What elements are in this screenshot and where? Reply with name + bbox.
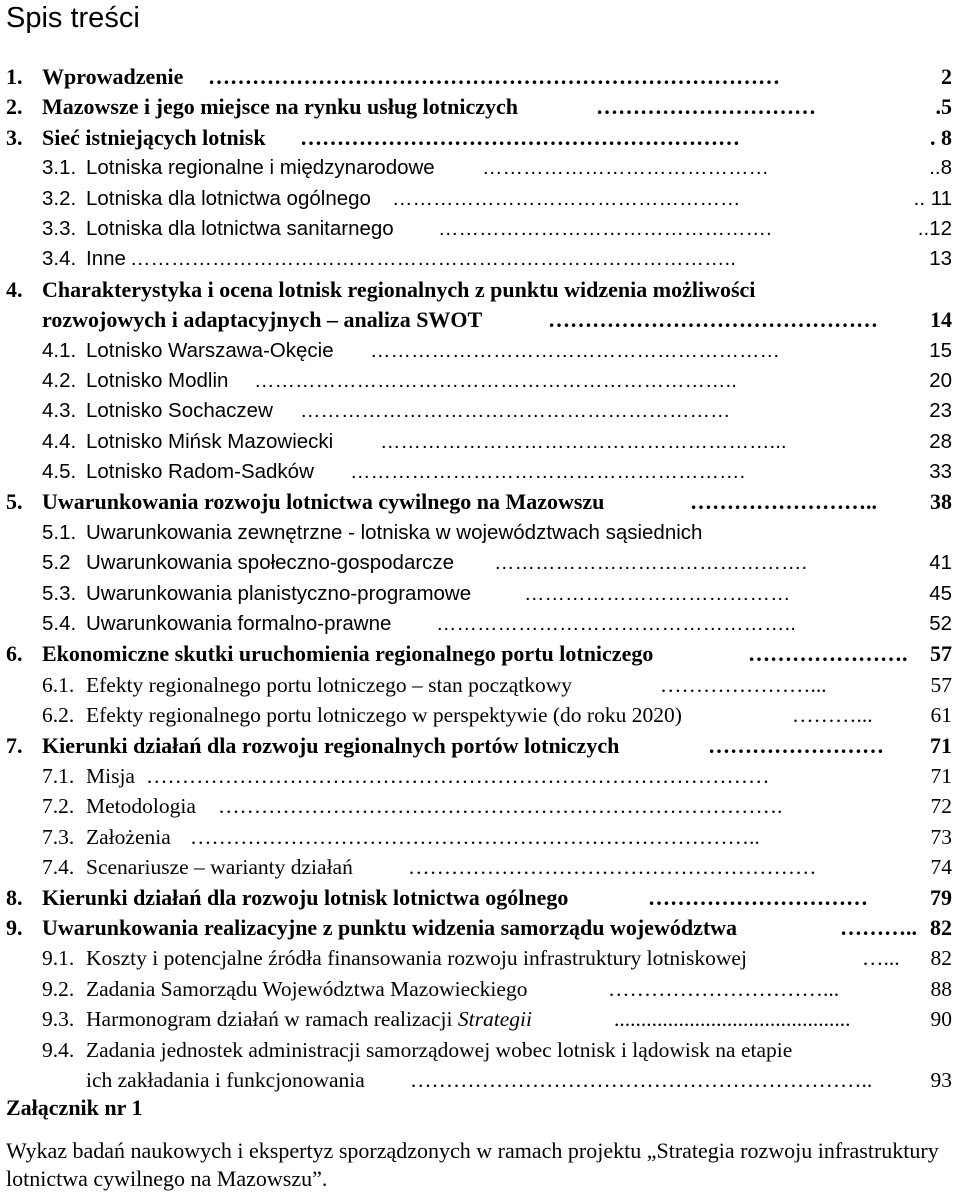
toc-leader: …………………………………………………………………….. bbox=[190, 824, 760, 849]
toc-leader: ............................................ bbox=[614, 1007, 851, 1032]
toc-number: 4.2. bbox=[42, 368, 77, 392]
toc-page: 14 bbox=[928, 305, 952, 335]
toc-number: 7.1. bbox=[42, 763, 75, 788]
toc-number: 7. bbox=[6, 732, 23, 758]
toc-page: 52 bbox=[927, 609, 952, 639]
toc-text: Charakterystyka i ocena lotnisk regionalnych z punktu widzenia możliwości bbox=[42, 276, 756, 302]
toc-number: 3. bbox=[6, 124, 23, 150]
toc-entry[interactable] bbox=[0, 92, 960, 122]
toc-leader: …………………………………………………………………………….. bbox=[130, 247, 736, 271]
toc-text: ich zakładania i funkcjonowania bbox=[86, 1067, 365, 1092]
toc-leader: ………………………………………. bbox=[494, 551, 808, 575]
toc-entry[interactable] bbox=[0, 427, 960, 457]
toc-number: 8. bbox=[6, 884, 23, 910]
toc-page: 2 bbox=[939, 62, 952, 92]
toc-text: Lotniska regionalne i międzynarodowe bbox=[86, 156, 435, 180]
toc-entry[interactable] bbox=[0, 123, 960, 153]
toc-page: 38 bbox=[928, 487, 952, 517]
toc-text: Kierunki działań dla rozwoju regionalnych portów lotniczych bbox=[42, 732, 620, 758]
toc-leader: ………………………………………………… bbox=[408, 855, 817, 880]
toc-entry[interactable] bbox=[0, 974, 960, 1004]
toc-text: Efekty regionalnego portu lotniczego – stan początkowy bbox=[86, 672, 572, 697]
toc-leader: …………………………………………………… bbox=[370, 338, 780, 362]
toc-number: 6. bbox=[6, 641, 23, 667]
toc-entry[interactable] bbox=[0, 731, 960, 761]
toc-number: 6.2. bbox=[42, 703, 75, 728]
toc-page: 57 bbox=[928, 639, 952, 669]
toc-leader: …... bbox=[862, 946, 900, 971]
toc-text: Lotnisko Modlin bbox=[86, 368, 229, 392]
toc-number: 5. bbox=[6, 489, 23, 515]
toc-number: 4.5. bbox=[42, 460, 77, 484]
toc-number: 6.1. bbox=[42, 672, 75, 697]
toc-page: 23 bbox=[927, 396, 952, 426]
toc-page: 28 bbox=[927, 427, 952, 457]
toc-text: Lotnisko Mińsk Mazowiecki bbox=[86, 429, 334, 453]
toc-page: 90 bbox=[929, 1004, 953, 1034]
toc-text: Założenia bbox=[86, 824, 171, 849]
toc-number: 5.1. bbox=[42, 520, 77, 544]
toc-entry[interactable] bbox=[0, 700, 960, 730]
toc-text-main: Harmonogram działań w ramach realizacji bbox=[86, 1007, 458, 1032]
toc-text: Kierunki działań dla rozwoju lotnisk lotnictwa ogólnego bbox=[42, 884, 569, 910]
toc-number: 4.3. bbox=[42, 399, 77, 423]
toc-leader: …………………….. bbox=[690, 489, 877, 515]
toc-number: 7.4. bbox=[42, 855, 75, 880]
toc-text: Metodologia bbox=[86, 794, 196, 819]
toc-page: 61 bbox=[929, 700, 953, 730]
toc-entry[interactable] bbox=[0, 883, 960, 913]
attachment-text: Wykaz badań naukowych i ekspertyz sporządzonych w ramach projektu „Strategia rozwoju infrastruktury lotnictwa cywilnego na Mazowszu”. bbox=[6, 1138, 939, 1191]
toc-entry[interactable] bbox=[0, 791, 960, 821]
toc-entry-continuation[interactable] bbox=[0, 1065, 960, 1095]
toc-entry[interactable] bbox=[0, 822, 960, 852]
toc-page: 82 bbox=[928, 913, 952, 943]
toc-entry[interactable] bbox=[0, 579, 960, 609]
toc-entry[interactable] bbox=[0, 609, 960, 639]
toc-entry[interactable] bbox=[0, 943, 960, 973]
toc-entry[interactable] bbox=[0, 366, 960, 396]
toc-leader: ……………………………………………………………………. bbox=[218, 794, 783, 819]
toc-leader: …………………………………………………………………………… bbox=[146, 763, 770, 788]
toc-entry[interactable] bbox=[0, 336, 960, 366]
toc-text: Misja bbox=[86, 763, 135, 788]
toc-page: 41 bbox=[927, 548, 952, 578]
toc-number: 9.4. bbox=[42, 1037, 75, 1062]
toc-text: Lotniska dla lotnictwa sanitarnego bbox=[86, 216, 394, 240]
toc-text: Mazowsze i jego miejsce na rynku usług lotniczych bbox=[42, 94, 518, 120]
toc-leader: …………………………………………………………………… bbox=[208, 64, 780, 89]
toc-entry[interactable] bbox=[0, 487, 960, 517]
toc-page: 82 bbox=[929, 943, 953, 973]
toc-entry[interactable] bbox=[0, 214, 960, 244]
toc-text: Efekty regionalnego portu lotniczego w perspektywie (do roku 2020) bbox=[86, 703, 682, 728]
toc-number: 3.3. bbox=[42, 216, 77, 240]
toc-page: ..8 bbox=[927, 153, 952, 183]
toc-leader: …………………………... bbox=[608, 976, 840, 1001]
toc-entry[interactable] bbox=[0, 244, 960, 274]
toc-entry[interactable] bbox=[0, 184, 960, 214]
toc-page: 93 bbox=[929, 1065, 953, 1095]
toc-number: 5.4. bbox=[42, 612, 77, 636]
toc-number: 4.1. bbox=[42, 338, 77, 362]
toc-leader: ………………………………… bbox=[524, 581, 791, 605]
toc-page: 88 bbox=[929, 974, 953, 1004]
toc-page: 79 bbox=[928, 883, 952, 913]
toc-text: Uwarunkowania realizacyjne z punktu widzenia samorządu województwa bbox=[42, 914, 738, 940]
toc-leader: …………………………………………………………….. bbox=[254, 368, 737, 392]
toc-entry[interactable] bbox=[0, 153, 960, 183]
toc-entry[interactable] bbox=[0, 396, 960, 426]
toc-entry[interactable] bbox=[0, 670, 960, 700]
toc-text: Uwarunkowania formalno-prawne bbox=[86, 612, 392, 636]
toc-text: Zadania Samorządu Województwa Mazowieckiego bbox=[86, 976, 528, 1001]
toc-text: Uwarunkowania rozwoju lotnictwa cywilnego na Mazowszu bbox=[42, 489, 605, 515]
toc-entry[interactable] bbox=[0, 548, 960, 578]
toc-number: 5.2 bbox=[42, 551, 71, 575]
toc-text: Sieć istniejących lotnisk bbox=[42, 124, 266, 150]
toc-entry[interactable] bbox=[0, 275, 960, 305]
toc-entry-continuation[interactable] bbox=[0, 305, 960, 335]
toc-entry[interactable] bbox=[0, 852, 960, 882]
toc-text: Scenariusze – warianty działań bbox=[86, 855, 353, 880]
toc-number: 7.2. bbox=[42, 794, 75, 819]
toc-number: 9.2. bbox=[42, 976, 75, 1001]
toc-entry[interactable] bbox=[0, 761, 960, 791]
toc-text: Lotnisko Sochaczew bbox=[86, 399, 273, 423]
toc-leader: …………………………………………………... bbox=[380, 429, 787, 453]
toc-leader: …………………………………………….. bbox=[436, 612, 796, 636]
toc-number: 3.1. bbox=[42, 156, 77, 180]
toc-text: Uwarunkowania planistyczno-programowe bbox=[86, 581, 472, 605]
toc-text: Inne bbox=[86, 247, 126, 271]
toc-page: 45 bbox=[927, 579, 952, 609]
toc-leader: ……………………………………………………….. bbox=[410, 1067, 873, 1092]
page-title: Spis treści bbox=[6, 2, 140, 34]
toc-page: .. 11 bbox=[912, 184, 952, 214]
toc-leader: …………………... bbox=[660, 672, 827, 697]
toc-page: 13 bbox=[927, 244, 952, 274]
toc-leader: ………... bbox=[792, 703, 873, 728]
toc-number: 2. bbox=[6, 94, 23, 120]
toc-text: Zadania jednostek administracji samorządowej wobec lotnisk i lądowisk na etapie bbox=[86, 1037, 793, 1062]
toc-leader: ………………………… bbox=[648, 884, 868, 910]
toc-number: 7.3. bbox=[42, 824, 75, 849]
attachment-title: Załącznik nr 1 bbox=[6, 1095, 143, 1120]
toc-page: 72 bbox=[929, 791, 953, 821]
toc-page: 33 bbox=[927, 457, 952, 487]
toc-leader: …………………. bbox=[748, 641, 908, 667]
toc-leader: ……………………………………………………… bbox=[300, 399, 731, 423]
toc-entry[interactable] bbox=[0, 913, 960, 943]
toc-leader: …………………………………………………. bbox=[350, 460, 746, 484]
toc-text: Lotnisko Radom-Sadków bbox=[86, 460, 314, 484]
toc-number: 5.3. bbox=[42, 581, 77, 605]
toc-number: 1. bbox=[6, 64, 23, 89]
toc-page: 20 bbox=[927, 366, 952, 396]
toc-leader: …………………………………………. bbox=[438, 216, 772, 240]
toc-number: 4. bbox=[6, 276, 23, 302]
toc-text-italic: Strategii bbox=[457, 1007, 532, 1032]
toc-text: Lotniska dla lotnictwa ogólnego bbox=[86, 186, 371, 210]
toc-leader: ……….. bbox=[840, 914, 917, 940]
toc-leader: ………………………… bbox=[596, 94, 816, 120]
toc-page: 57 bbox=[929, 670, 953, 700]
toc-text: Uwarunkowania społeczno-gospodarcze bbox=[86, 551, 455, 575]
toc-entry[interactable] bbox=[0, 1035, 960, 1065]
toc-leader: …………………………………… bbox=[482, 156, 769, 180]
toc-page: 73 bbox=[929, 822, 953, 852]
toc-entry[interactable] bbox=[0, 1004, 960, 1034]
toc-text: Koszty i potencjalne źródła finansowania rozwoju infrastruktury lotniskowej bbox=[86, 946, 747, 971]
toc-page: 74 bbox=[929, 852, 953, 882]
toc-number: 9.3. bbox=[42, 1007, 75, 1032]
toc-entry[interactable] bbox=[0, 62, 960, 92]
toc-leader: …………………………………………………… bbox=[300, 124, 740, 150]
toc-text: rozwojowych i adaptacyjnych – analiza SWOT bbox=[42, 307, 483, 333]
toc-text bbox=[86, 1004, 532, 1034]
table-of-contents bbox=[0, 62, 960, 1095]
toc-entry[interactable] bbox=[0, 639, 960, 669]
toc-leader: …………………………………………… bbox=[392, 186, 741, 210]
toc-page: ..12 bbox=[916, 214, 952, 244]
toc-number: 3.2. bbox=[42, 186, 77, 210]
toc-page: 71 bbox=[928, 731, 952, 761]
toc-number: 4.4. bbox=[42, 429, 77, 453]
toc-leader: ……………………………………… bbox=[548, 307, 878, 333]
toc-page: . 8 bbox=[928, 123, 952, 153]
toc-leader: …………………… bbox=[708, 732, 884, 758]
toc-page: .5 bbox=[934, 92, 953, 122]
toc-page: 71 bbox=[929, 761, 953, 791]
toc-number: 9. bbox=[6, 914, 23, 940]
toc-text: Ekonomiczne skutki uruchomienia regionalnego portu lotniczego bbox=[42, 641, 654, 667]
toc-text: Uwarunkowania zewnętrzne - lotniska w województwach sąsiednich bbox=[86, 520, 703, 544]
toc-page: 15 bbox=[927, 336, 952, 366]
toc-entry[interactable] bbox=[0, 518, 960, 548]
toc-text: Lotnisko Warszawa-Okęcie bbox=[86, 338, 334, 362]
toc-number: 3.4. bbox=[42, 247, 77, 271]
toc-text: Wprowadzenie bbox=[42, 64, 184, 89]
toc-number: 9.1. bbox=[42, 946, 75, 971]
toc-entry[interactable] bbox=[0, 457, 960, 487]
